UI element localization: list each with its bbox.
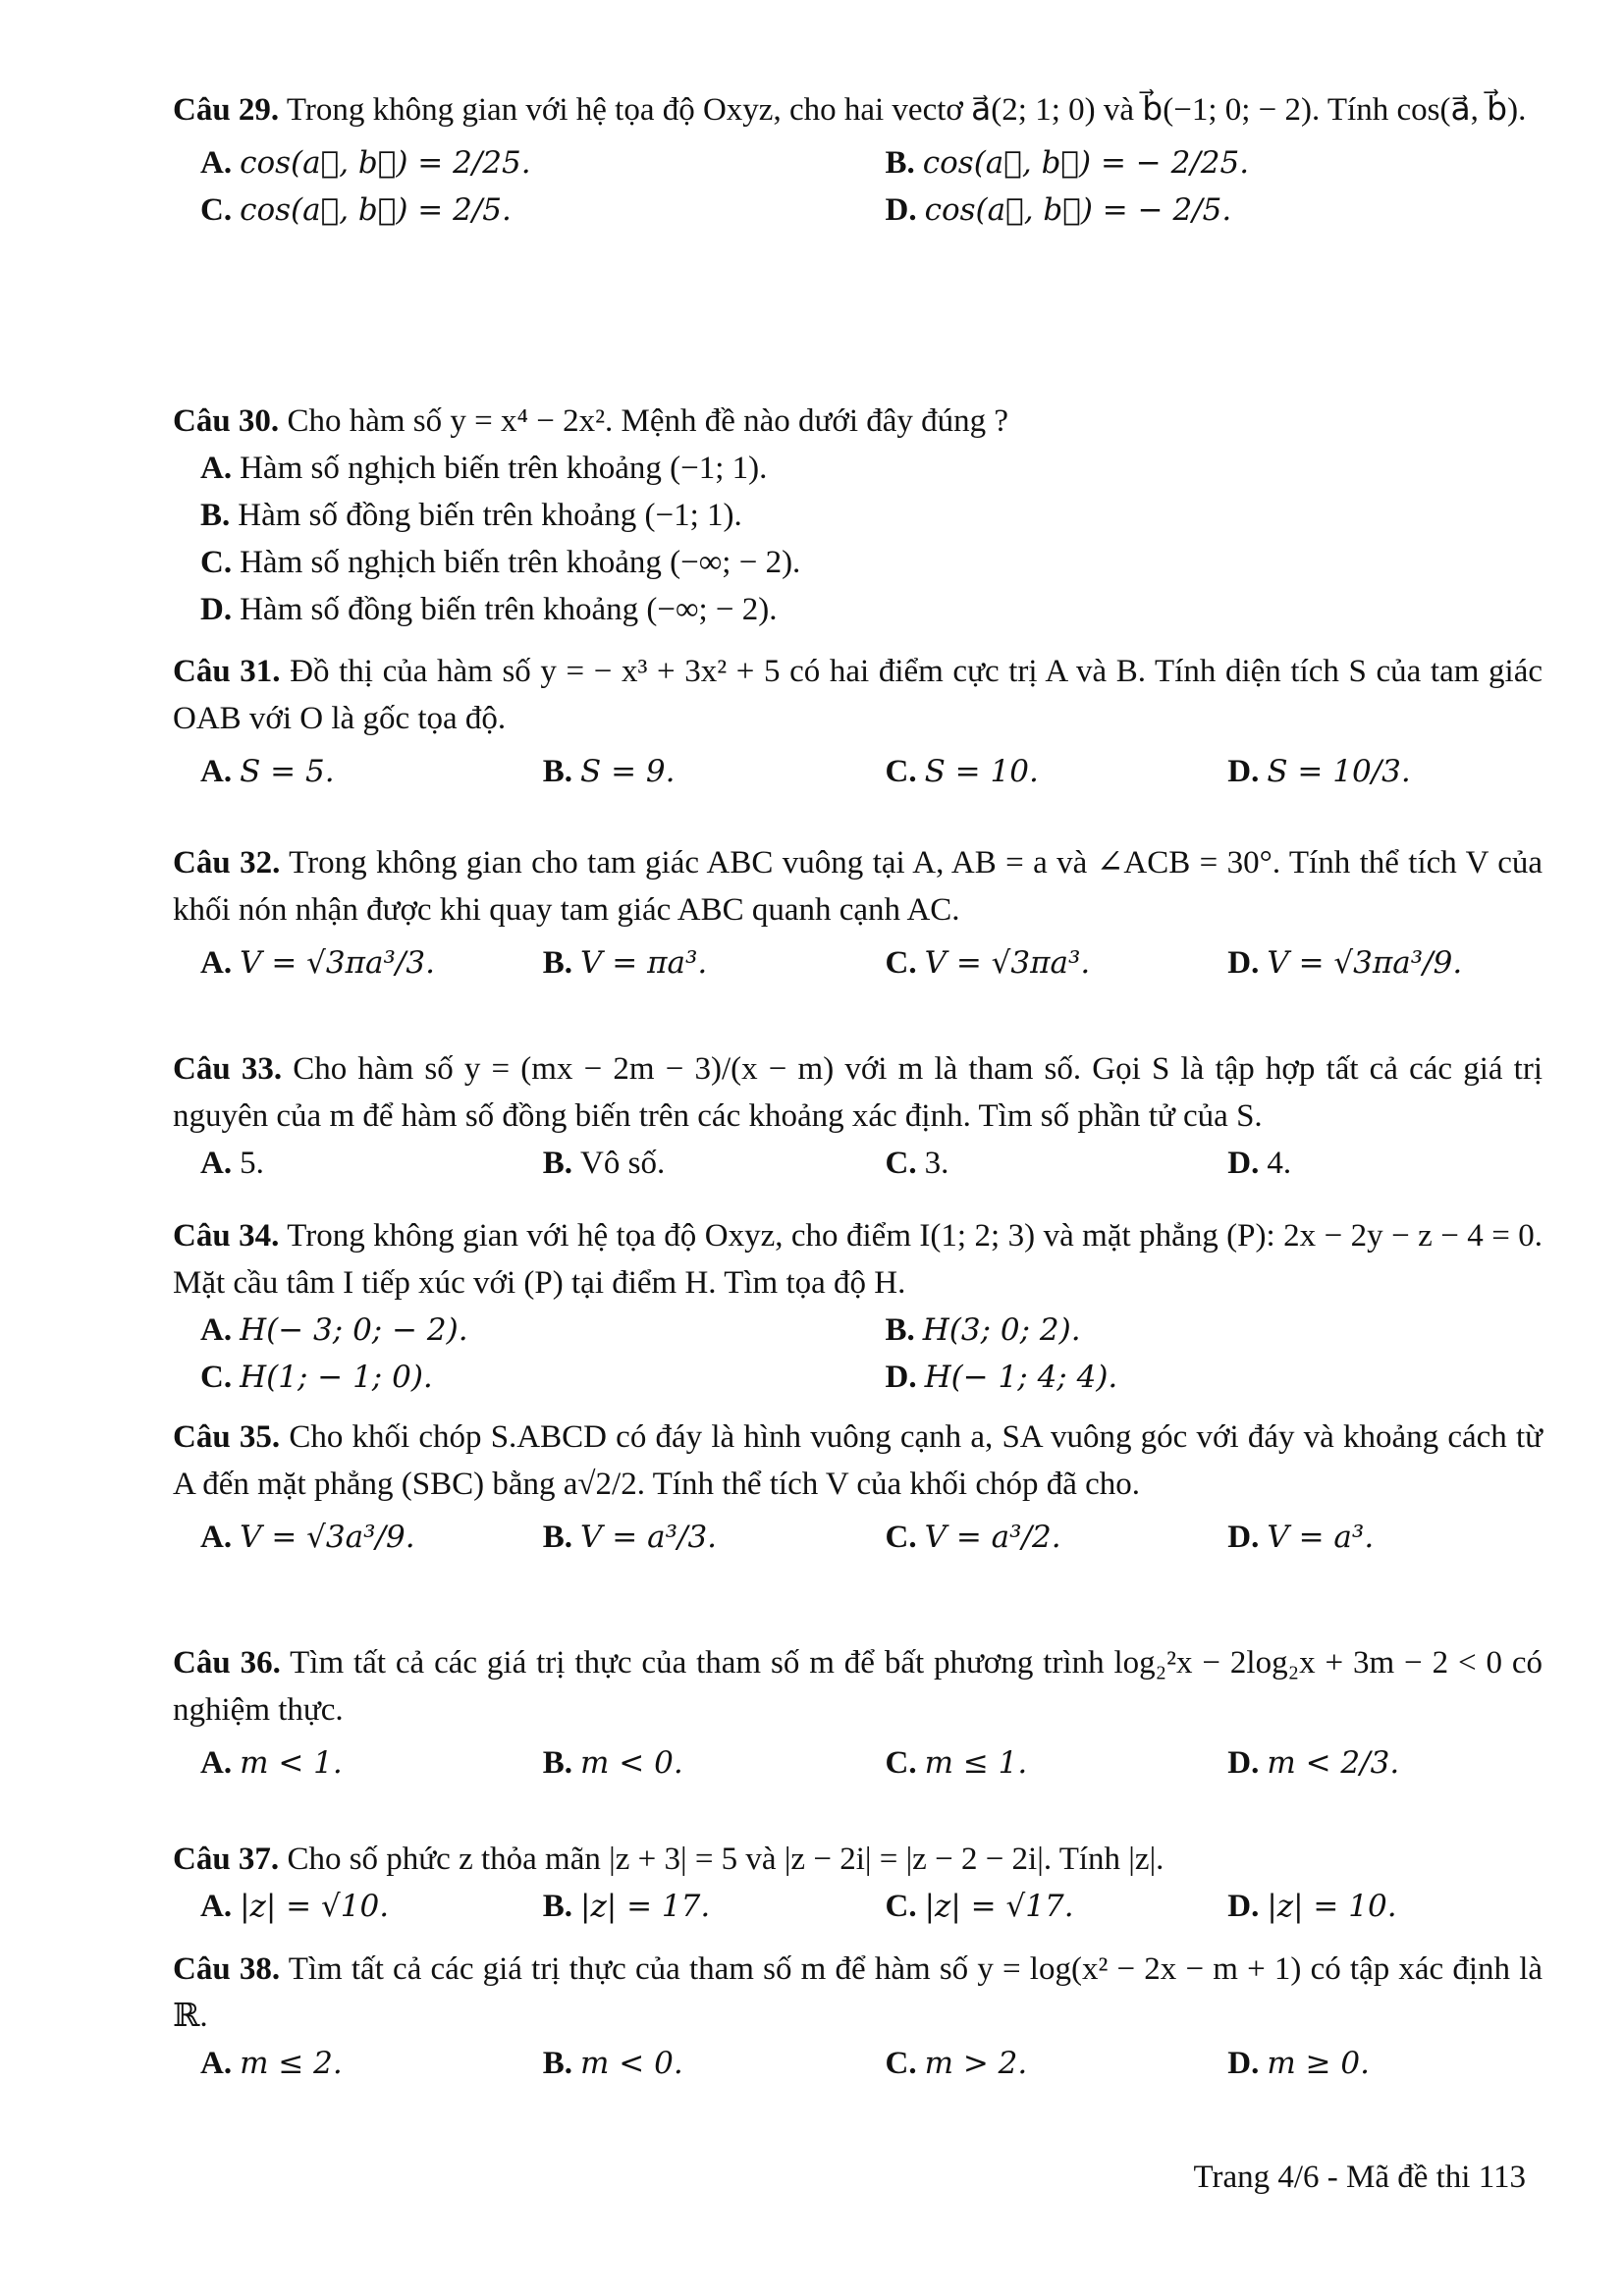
question-label: Câu 32. [173, 845, 281, 881]
option-c: C. H(1; − 1; 0). [200, 1360, 433, 1395]
option-b: B. |z| = 17. [542, 1889, 711, 1924]
question-label: Câu 33. [173, 1051, 283, 1087]
option-b: B. Vô số. [542, 1146, 666, 1181]
option-d: D. Hàm số đồng biến trên khoảng (−∞; − 2). [200, 592, 778, 627]
options [173, 139, 1543, 234]
option-a: A. V = √3a³/9. [200, 1520, 415, 1555]
question-31 [173, 648, 1543, 795]
page-footer: Trang 4/6 - Mã đề thi 113 [1193, 2160, 1526, 2195]
options [173, 939, 1543, 987]
option-c: C. cos(a⃗, b⃗) = 2/5. [200, 192, 512, 228]
question-label: Câu 30. [173, 403, 280, 439]
options [173, 1307, 1543, 1401]
option-b: B. m < 0. [542, 1745, 683, 1781]
option-a: A. Hàm số nghịch biến trên khoảng (−1; 1). [200, 451, 768, 486]
question-35 [173, 1414, 1543, 1561]
question-label: Câu 36. [173, 1645, 281, 1681]
option-b: B. V = πa³. [542, 945, 708, 981]
option-d: D. m < 2/3. [1227, 1745, 1400, 1781]
question-label: Câu 35. [173, 1419, 281, 1455]
options [173, 2040, 1543, 2087]
option-a: A. S = 5. [200, 754, 335, 789]
question-stem [173, 839, 1543, 934]
question-text: Đồ thị của hàm số y = − x³ + 3x² + 5 có hai điểm cực trị A và B. Tính diện tích S của tam giác OAB với O là gốc tọa độ. [173, 654, 1543, 736]
option-b: B. H(3; 0; 2). [885, 1312, 1081, 1348]
question-37 [173, 1836, 1543, 1930]
question-text: Cho hàm số y = (mx − 2m − 3)/(x − m) với m là tham số. Gọi S là tập hợp tất cả các giá trị nguyên của m để hàm số đồng biến trên các khoảng xác định. Tìm số phần tử của S. [173, 1051, 1543, 1134]
question-38 [173, 1946, 1543, 2087]
option-d: D. cos(a⃗, b⃗) = − 2/5. [885, 192, 1232, 228]
option-b: B. Hàm số đồng biến trên khoảng (−1; 1). [200, 498, 742, 533]
question-stem [173, 1045, 1543, 1140]
option-c: C. V = √3πa³. [885, 945, 1091, 981]
option-a: A. H(− 3; 0; − 2). [200, 1312, 468, 1348]
option-c: C. m ≤ 1. [885, 1745, 1028, 1781]
option-d: D. |z| = 10. [1227, 1889, 1397, 1924]
question-text: Tìm tất cả các giá trị thực của tham số m để hàm số y = log(x² − 2x − m + 1) có tập xác định là ℝ. [173, 1951, 1543, 2034]
option-d: D. H(− 1; 4; 4). [885, 1360, 1118, 1395]
option-c: C. 3. [885, 1146, 949, 1181]
question-stem [173, 648, 1543, 742]
question-stem [173, 1639, 1543, 1734]
question-stem [173, 1836, 1543, 1883]
option-d: D. m ≥ 0. [1227, 2046, 1370, 2081]
option-a: A. m < 1. [200, 1745, 343, 1781]
option-b: B. S = 9. [542, 754, 676, 789]
options [173, 1883, 1543, 1930]
question-29 [173, 86, 1543, 234]
question-label: Câu 38. [173, 1951, 281, 1987]
options [173, 1514, 1543, 1561]
question-34 [173, 1212, 1543, 1401]
option-c: C. S = 10. [885, 754, 1039, 789]
question-33 [173, 1045, 1543, 1187]
question-text: Tìm tất cả các giá trị thực của tham số m để bất phương trình log₂²x − 2log₂x + 3m − 2 < 0 có nghiệm thực. [173, 1645, 1543, 1728]
question-30 [173, 398, 1543, 633]
question-label: Câu 37. [173, 1842, 280, 1877]
option-b: B. V = a³/3. [542, 1520, 718, 1555]
option-d: D. V = a³. [1227, 1520, 1375, 1555]
question-text: Cho số phức z thỏa mãn |z + 3| = 5 và |z − 2i| = |z − 2 − 2i|. Tính |z|. [287, 1842, 1164, 1877]
question-stem [173, 1212, 1543, 1307]
options [173, 748, 1543, 795]
question-label: Câu 29. [173, 92, 280, 128]
option-a: A. m ≤ 2. [200, 2046, 343, 2081]
question-32 [173, 839, 1543, 987]
question-label: Câu 31. [173, 654, 281, 689]
question-stem [173, 1946, 1543, 2040]
question-text: Cho khối chóp S.ABCD có đáy là hình vuông cạnh a, SA vuông góc với đáy và khoảng cách từ A đến mặt phẳng (SBC) bằng a√2/2. Tính thể tích V của khối chóp đã cho. [173, 1419, 1543, 1502]
question-stem [173, 1414, 1543, 1508]
option-c: C. Hàm số nghịch biến trên khoảng (−∞; − 2). [200, 545, 801, 580]
option-a: A. V = √3πa³/3. [200, 945, 435, 981]
question-stem [173, 398, 1543, 445]
option-a: A. 5. [200, 1146, 264, 1181]
option-d: D. S = 10/3. [1227, 754, 1411, 789]
option-a: A. |z| = √10. [200, 1889, 390, 1924]
question-text: Trong không gian cho tam giác ABC vuông tại A, AB = a và ∠ACB = 30°. Tính thể tích V của khối nón nhận được khi quay tam giác ABC quanh cạnh AC. [173, 845, 1543, 928]
option-c: C. |z| = √17. [885, 1889, 1074, 1924]
question-text: Trong không gian với hệ tọa độ Oxyz, cho hai vectơ a⃗(2; 1; 0) và b⃗(−1; 0; − 2). Tính cos(a⃗, b⃗). [286, 92, 1527, 128]
question-stem [173, 86, 1543, 133]
option-c: C. m > 2. [885, 2046, 1028, 2081]
question-36 [173, 1639, 1543, 1787]
options [173, 1739, 1543, 1787]
option-c: C. V = a³/2. [885, 1520, 1061, 1555]
option-d: D. V = √3πa³/9. [1227, 945, 1463, 981]
options [173, 1140, 1543, 1187]
question-text: Cho hàm số y = x⁴ − 2x². Mệnh đề nào dưới đây đúng ? [287, 403, 1009, 439]
option-b: B. cos(a⃗, b⃗) = − 2/25. [885, 145, 1250, 181]
option-d: D. 4. [1227, 1146, 1292, 1181]
option-b: B. m < 0. [542, 2046, 683, 2081]
option-a: A. cos(a⃗, b⃗) = 2/25. [200, 145, 531, 181]
options [173, 445, 1543, 633]
question-label: Câu 34. [173, 1218, 280, 1254]
question-text: Trong không gian với hệ tọa độ Oxyz, cho điểm I(1; 2; 3) và mặt phẳng (P): 2x − 2y − z − 4 = 0. Mặt cầu tâm I tiếp xúc với (P) tại điểm H. Tìm tọa độ H. [173, 1218, 1543, 1301]
